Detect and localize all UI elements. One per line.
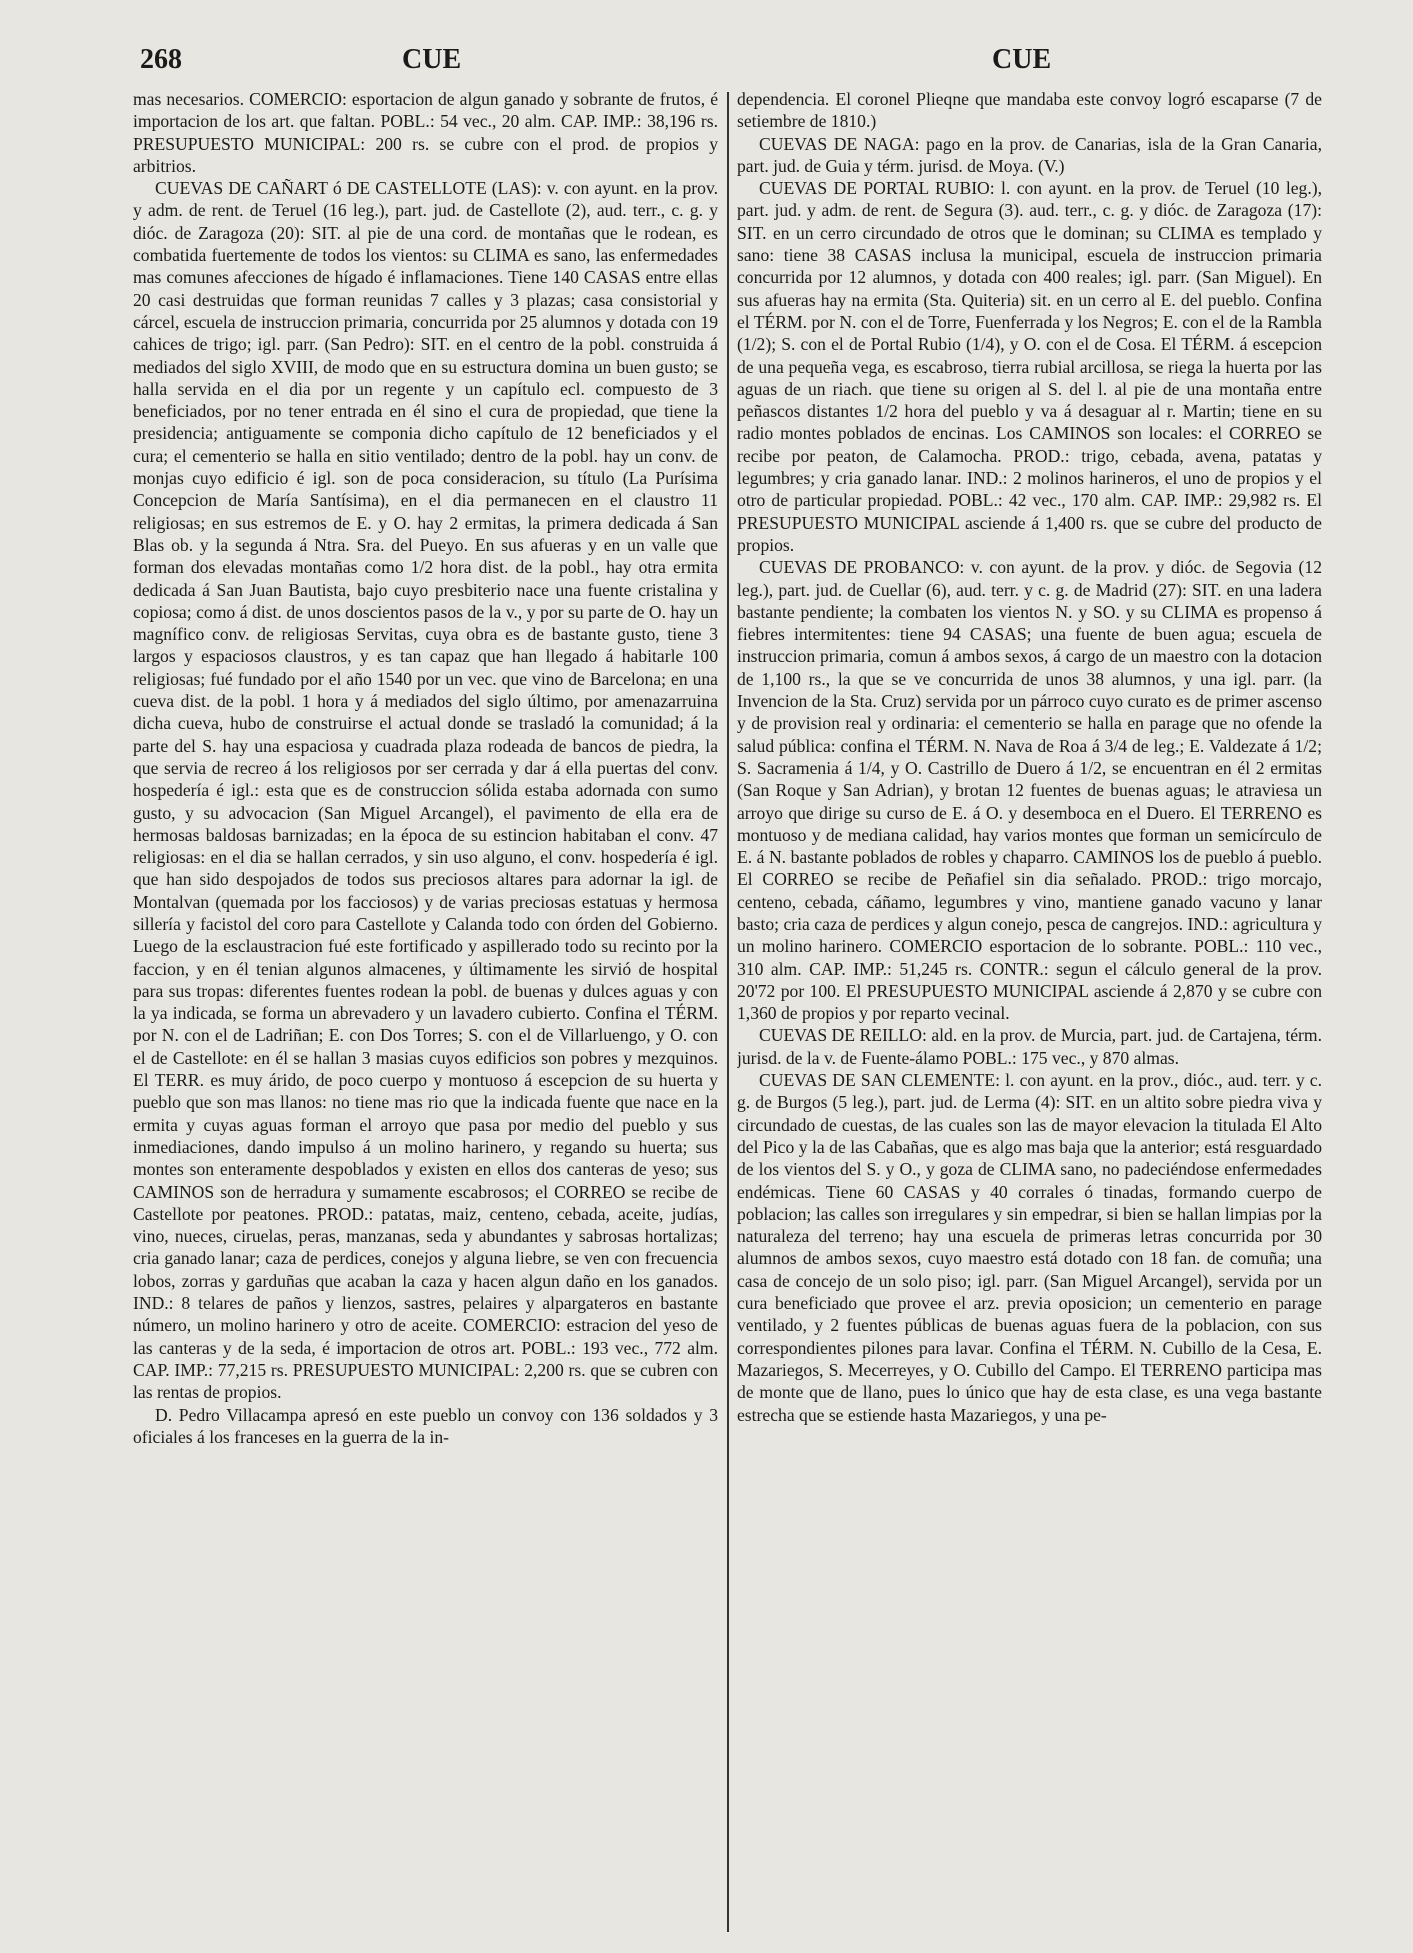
- column-divider: [727, 92, 729, 1932]
- left-column: [133, 88, 718, 1938]
- entry-cuevas-de-portal-rubio: CUEVAS DE PORTAL RUBIO: l. con ayunt. en la prov. de Teruel (10 leg.), part. jud. y adm. de rent. de Segura (3). aud. terr., c. g. y dióc. de Zaragoza (17): SIT. en un cerro circundado de otros que le dominan; su CLIMA es templado y sano: tiene 38 CASAS inclusa la municipal, escuela de instruccion primaria concurrida por 12 alumnos, y dotada con 400 reales; igl. parr. (San Miguel). En sus afueras hay na ermita (Sta. Quiteria) sit. en un cerro al E. del pueblo. Confina el TÉRM. por N. con el de Torre, Fuenferrada y los Negros; E. con el de la Rambla (1/2); S. con el de Portal Rubio (1/4), y O. con el de Cosa. El TÉRM. á escepcion de una pequeña vega, es escabroso, tierra rubial arcillosa, se riega la huerta por las aguas de un riach. que tiene su origen al S. del l. al pie de una montaña entre peñascos distantes 1/2 hora del pueblo y va á desaguar al r. Martin; tiene en su radio montes poblados de encinas. Los CAMINOS son locales: el CORREO se recibe por peaton, de Calamocha. PROD.: trigo, cebada, avena, patatas y legumbres; y cria ganado lanar. IND.: 2 molinos harineros, el uno de propios y el otro de particular propiedad. POBL.: 42 vec., 170 alm. CAP. IMP.: 29,982 rs. El PRESUPUESTO MUNICIPAL asciende á 1,400 rs. que se cubre del producto de propios.: [737, 178, 1322, 555]
- entry-cuevas-de-probanco: CUEVAS DE PROBANCO: v. con ayunt. de la prov. y dióc. de Segovia (12 leg.), part. jud. de Cuellar (6), aud. terr. y c. g. de Madrid (27): SIT. en una ladera bastante pendiente; la combaten los vientos N. y SO. y su CLIMA es propenso á fiebres intermitentes: tiene 94 CASAS; una fuente de buen agua; escuela de instruccion primaria, comun á ambos sexos, á cargo de un maestro con la dotacion de 1,100 rs., la que se ve concurrida de unos 38 alumnos, y una igl. parr. (la Invencion de la Sta. Cruz) servida por un párroco cuyo curato es de primer ascenso y de provision real y ordinaria: el cementerio se halla en parage que no ofende la salud pública: confina el TÉRM. N. Nava de Roa á 3/4 de leg.; E. Valdezate á 1/2; S. Sacramenia á 1/4, y O. Castrillo de Duero á 1/2, se encuentran en él 2 ermitas (San Roque y San Adrian), y brotan 12 fuentes de buenas aguas; le atraviesa un arroyo que dirige su curso de E. á O. y desemboca en el Duero. El TERRENO es montuoso y de mediana calidad, hay varios montes que forman un semicírculo de E. á N. bastante poblados de robles y chaparro. CAMINOS los de pueblo á pueblo. El CORREO se recibe de Peñafiel sin dia señalado. PROD.: trigo morcajo, centeno, cebada, cáñamo, legumbres y vino, mantiene ganado vacuno y lanar basto; cria caza de perdices y algun conejo, pesca de cangrejos. IND.: agricultura y un molino harinero. COMERCIO esportacion de lo sobrante. POBL.: 110 vec., 310 alm. CAP. IMP.: 51,245 rs. CONTR.: segun el cálculo general de la prov. 20'72 por 100. El PRESUPUESTO MUNICIPAL asciende á 2,870 y se cubre con 1,360 de propios y por reparto vecinal.: [737, 557, 1322, 1024]
- page-number: 268: [140, 44, 182, 75]
- entry-cuevas-de-naga: CUEVAS DE NAGA: pago en la prov. de Canarias, isla de la Gran Canaria, part. jud. de Guia y térm. jurisd. de Moya. (V.): [737, 133, 1322, 176]
- entry-cuevas-de-san-clemente: CUEVAS DE SAN CLEMENTE: l. con ayunt. en la prov., dióc., aud. terr. y c. g. de Burgos (5 leg.), part. jud. de Lerma (4): SIT. en un altito sobre piedra viva y circundado de cuestas, de las cuales son las de mayor elevacion la titulada El Alto del Pico y la de las Cabañas, que es algo mas baja que la anterior; está resguardado de los vientos del S. y O., y goza de CLIMA sano, no padeciéndose enfermedades endémicas. Tiene 60 CASAS y 40 corrales ó tinadas, formando cuerpo de poblacion; las calles son irregulares y sin empedrar, si bien se hallan limpias por la naturaleza del terreno; hay una escuela de primeras letras concurrida por 30 alumnos de ambos sexos, cuyo maestro está dotado con 18 fan. de comuña; una casa de concejo de un solo piso; igl. parr. (San Miguel Arcangel), servida por un cura beneficiado que provee el arz. previa oposicion; un cementerio en parage ventilado, y 2 fuentes públicas de buenas aguas fuera de la poblacion, con sus correspondientes pilones para lavar. Confina el TÉRM. N. Cubillo de la Cesa, E. Mazariegos, S. Mecerreyes, y O. Cubillo del Campo. El TERRENO participa mas de monte que de llano, pues lo único que hay de esta clase, es una vega bastante estrecha que se estiende hasta Mazariegos, y una pe-: [737, 1070, 1322, 1425]
- page-header: [140, 44, 1320, 88]
- right-running-head: CUE: [992, 44, 1052, 75]
- left-running-head: CUE: [402, 44, 462, 75]
- paragraph: D. Pedro Villacampa apresó en este pueblo un convoy con 136 soldados y 3 oficiales á los franceses en la guerra de la in-: [133, 1404, 718, 1447]
- right-column: [737, 88, 1322, 1938]
- paragraph: mas necesarios. COMERCIO: esportacion de algun ganado y sobrante de frutos, é importacion de los art. que faltan. POBL.: 54 vec., 20 alm. CAP. IMP.: 38,196 rs. PRESUPUESTO MUNICIPAL: 200 rs. se cubre con el prod. de propios y arbitrios.: [133, 89, 718, 176]
- entry-cuevas-de-reillo: CUEVAS DE REILLO: ald. en la prov. de Murcia, part. jud. de Cartajena, térm. jurisd. de la v. de Fuente-álamo POBL.: 175 vec., y 870 almas.: [737, 1025, 1322, 1068]
- entry-cuevas-de-canart: CUEVAS DE CAÑART ó DE CASTELLOTE (LAS): v. con ayunt. en la prov. y adm. de rent. de Teruel (16 leg.), part. jud. de Castellote (2), aud. terr., c. g. y dióc. de Zaragoza (20): SIT. al pie de una cord. de montañas que le rodean, es combatida fuertemente de todos los vientos: su CLIMA es sano, las enfermedades mas comunes afecciones de hígado é inflamaciones. Tiene 140 CASAS entre ellas 20 casi destruidas que forman reunidas 7 calles y 3 plazas; casa consistorial y cárcel, escuela de instruccion primaria, concurrida por 25 alumnos y dotada con 19 cahices de trigo; igl. parr. (San Pedro): SIT. en el centro de la pobl. construida á mediados del siglo XVIII, de modo que en su estructura domina un buen gusto; se halla servida en el dia por un regente y un capítulo ecl. compuesto de 3 beneficiados, por no tener entrada en él sino el cura de propiedad, que tiene la presidencia; antiguamente se componia dicho capítulo de 12 beneficiados y el cura; el cementerio se halla en sitio ventilado; dentro de la pobl. hay un conv. de monjas cuyo edificio é igl. son de poca consideracion, su título (La Purísima Concepcion de María Santísima), en el dia permanecen en el claustro 11 religiosas; en sus estremos de E. y O. hay 2 ermitas, la primera dedicada á San Blas ob. y la segunda á Ntra. Sra. del Pueyo. En sus afueras y en un valle que forman dos elevadas montañas como 1/2 hora dist. de la pobl., hay otra ermita dedicada á San Juan Bautista, bajo cuyo presbiterio nace una fuente cristalina y copiosa; como á dist. de unos doscientos pasos de la v., y por su parte de O. hay un magnífico conv. de religiosas Servitas, cuya obra es de bastante gusto, tiene 3 largos y espaciosos claustros, y es tan capaz que han llegado á habitarle 100 religiosas; fué fundado por el año 1540 por un vec. que vino de Barcelona; en una cueva dist. de la pobl. 1 hora y á mediados del siglo último, por amenazarruina dicha cueva, hubo de construirse el actual donde se trasladó la comunidad; á la parte del S. hay una espaciosa y cuadrada plaza rodeada de bancos de piedra, la que servia de recreo á los religiosos por ser cerrada y dar á ella puertas del conv. hospedería é igl.: esta que es de construccion sólida estaba adornada con sumo gusto, y su advocacion (San Miguel Arcangel), el pavimento de ella era de hermosas baldosas barnizadas; en la época de su estincion habitaban el conv. 47 religiosas: en el dia se hallan cerrados, y sin uso alguno, el conv. hospedería é igl. que han sido despojados de todos sus preciosos altares para adornar la igl. de Montalvan (quemada por los facciosos) y de varias preciosas estatuas y hermosa sillería y facistol del coro para Castellote y Calanda todo con órden del Gobierno. Luego de la esclaustracion fué este fortificado y aspillerado todo su recinto por la faccion, y en él tenian algunos almacenes, y últimamente les sirvió de hospital para sus tropas: diferentes fuentes rodean la pobl. de buenas y dulces aguas y con la ya indicada, se forma un abrevadero y un lavadero cubierto. Confina el TÉRM. por N. con el de Ladriñan; E. con Dos Torres; S. con el de Villarluengo, y O. con el de Castellote: en él se hallan 3 masias cuyos edificios son pobres y mezquinos. El TERR. es muy árido, de poco cuerpo y montuoso á escepcion de su huerta y pueblo que son mas llanos: no tiene mas rio que la indicada fuente que nace en la ermita y cuyas aguas forman el arroyo que pasa por medio del pueblo y sus inmediaciones, dando impulso á un molino harinero, y regando su huerta; sus montes son enteramente despoblados y existen en ellos dos canteras de yeso; sus CAMINOS son de herradura y sumamente escabrosos; el CORREO se recibe de Castellote por peatones. PROD.: patatas, maiz, centeno, cebada, aceite, judías, vino, nueces, ciruelas, peras, manzanas, seda y abundantes y sabrosas hortalizas; cria ganado lanar; caza de perdices, conejos y alguna liebre, se ven con frecuencia lobos, zorras y garduñas que acaban la caza y hacen algun daño en los ganados. IND.: 8 telares de paños y lienzos, sastres, pelaires y alpargateros en bastante número, un molino harinero y otro de aceite. COMERCIO: estracion del yeso de las canteras y de la seda, é importacion de otros art. POBL.: 193 vec., 772 alm. CAP. IMP.: 77,215 rs. PRESUPUESTO MUNICIPAL: 2,200 rs. que se cubren con las rentas de propios.: [133, 178, 718, 1403]
- paragraph: dependencia. El coronel Plieqne que mandaba este convoy logró escaparse (7 de setiembre de 1810.): [737, 89, 1322, 132]
